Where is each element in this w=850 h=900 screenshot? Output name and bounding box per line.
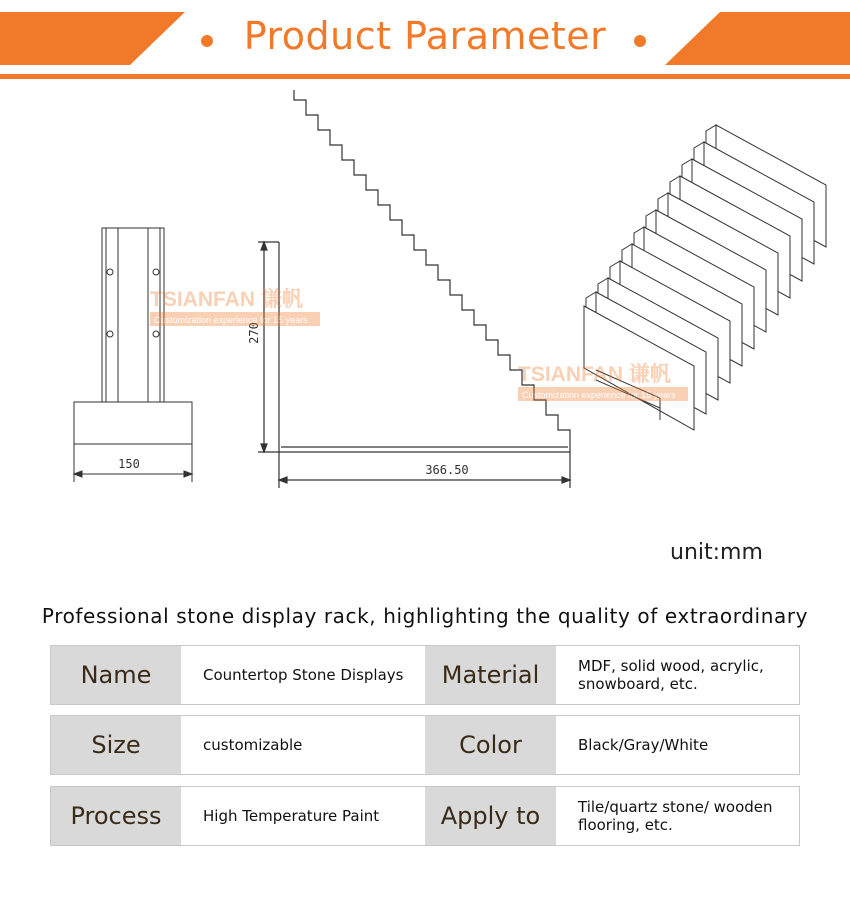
watermark-right <box>518 362 688 401</box>
watermark-brand: TSIANFAN 谦帆 <box>150 288 303 311</box>
watermark-tagline: Customization experience for 15 years <box>154 315 308 325</box>
spec-value-size: customizable <box>203 736 303 754</box>
spec-label-material: Material <box>425 646 556 704</box>
spec-label-apply-to: Apply to <box>425 787 556 845</box>
product-description: Professional stone display rack, highlighting the quality of extraordinary <box>41 604 809 628</box>
page-title: Product Parameter <box>243 14 607 58</box>
spec-value-apply-to: Tile/quartz stone/ wooden flooring, etc. <box>578 798 773 834</box>
spec-row <box>50 645 800 705</box>
watermark-tagline: Customization experience for 15 years <box>522 390 676 400</box>
width-dimension-label: 150 <box>118 457 140 471</box>
spec-value-material: MDF, solid wood, acrylic, snowboard, etc. <box>578 657 764 693</box>
spec-label-size: Size <box>51 716 181 774</box>
watermark-brand: TSIANFAN 谦帆 <box>518 363 671 386</box>
spec-value-color: Black/Gray/White <box>578 736 709 754</box>
watermark-left <box>150 287 320 326</box>
spec-row <box>50 786 800 846</box>
header-banner <box>0 0 850 82</box>
header-underline <box>0 74 850 79</box>
spec-label-name: Name <box>51 646 181 704</box>
spec-value-name: Countertop Stone Displays <box>203 666 404 684</box>
front-view-drawing <box>74 228 192 482</box>
height-dimension-label: 270 <box>247 322 261 344</box>
spec-value-process: High Temperature Paint <box>203 807 380 825</box>
side-view-drawing <box>258 90 570 488</box>
spec-row <box>50 715 800 775</box>
technical-drawings <box>0 90 850 550</box>
spec-label-process: Process <box>51 787 181 845</box>
unit-label: unit:mm <box>670 540 763 565</box>
length-dimension-label: 366.50 <box>425 463 469 477</box>
spec-label-color: Color <box>425 716 556 774</box>
drawing-canvas <box>0 90 850 550</box>
